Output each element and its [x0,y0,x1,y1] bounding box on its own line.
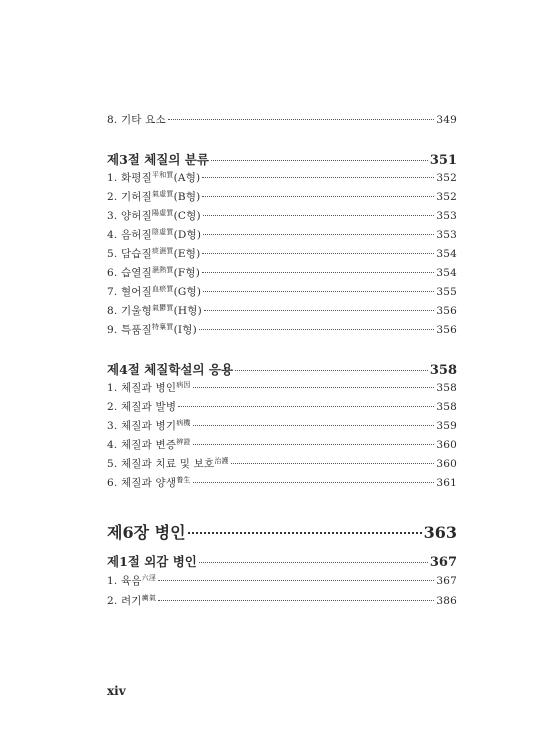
entry-label: 5. 담습질$^{痰濕質}$(E형) [107,247,201,260]
entry-label: 9. 특품질$^{特稟質}$(I형) [107,323,197,336]
entry-label: 1. 화평질$^{平和質}$(A형) [107,171,201,184]
toc-entry [107,456,457,471]
page-number: 354 [436,267,457,279]
toc-entry [107,284,457,299]
hanja-annotation: 痰濕質 [152,247,174,255]
page-number: 367 [436,575,457,587]
hanja-annotation: 平和質 [152,171,174,179]
entry-label: 3. 양허질$^{陽虛質}$(C형) [107,209,201,222]
page-number: 386 [436,595,457,607]
entry-label: 4. 음허질$^{陰虛質}$(D형) [107,228,202,241]
hanja-annotation: 特稟質 [152,323,174,331]
section-title: 제1절 외감 병인 [107,554,197,569]
dot-leader [178,405,434,407]
toc-entry [107,246,457,261]
page-number: 349 [436,114,457,126]
page-number: 358 [436,401,457,413]
toc-entry [107,303,457,318]
dot-leader [158,599,434,601]
toc-entry [107,189,457,204]
toc-entry [107,573,457,588]
page-number: 360 [436,439,457,451]
hanja-annotation: 陰虛質 [152,228,174,236]
page-number: 354 [436,248,457,260]
dot-leader [168,118,434,120]
entry-label: 6. 체질과 양생$^{養生}$ [107,476,191,489]
entry-label: 1. 육음$^{六淫}$ [107,574,157,587]
hanja-annotation: 病機 [176,419,191,427]
section-title: 제4절 체질학설의 응용 [107,362,234,377]
hanja-annotation: 癘氣 [141,594,157,602]
dot-leader [188,531,422,534]
page-number: 351 [429,153,457,168]
hanja-annotation: 氣虛質 [152,190,174,198]
page-number: 363 [423,523,457,542]
page-number: 358 [429,363,457,378]
toc-entry [107,170,457,185]
dot-leader [202,176,434,178]
toc-entry [107,437,457,452]
toc-entry [107,227,457,242]
dot-leader [202,271,434,273]
page-number: 356 [436,324,457,336]
dot-leader [235,369,428,371]
dot-leader [199,561,428,563]
page-number: 359 [436,420,457,432]
hanja-annotation: 六淫 [141,574,157,582]
toc-section-heading [107,150,457,168]
dot-leader [211,159,428,161]
page-folio: xiv [107,684,126,698]
entry-label: 2. 려기$^{癘氣}$ [107,594,157,607]
toc-entry [107,208,457,223]
toc-entry [107,418,457,433]
page-number: 360 [436,458,457,470]
page-number: 352 [436,191,457,203]
hanja-annotation: 辨證 [176,438,191,446]
entry-label: 1. 체질과 병인$^{病因}$ [107,381,191,394]
toc-chapter-heading [107,520,457,543]
entry-label: 3. 체질과 병기$^{病機}$ [107,419,191,432]
toc-entry [107,475,457,490]
page-number: 353 [436,210,457,222]
page-number: 353 [436,229,457,241]
hanja-annotation: 病因 [176,381,191,389]
dot-leader [203,290,434,292]
toc-entry [107,399,457,414]
dot-leader [199,328,434,330]
dot-leader [202,195,434,197]
dot-leader [203,233,434,235]
dot-leader [193,424,435,426]
chapter-title: 제6장 병인 [107,523,186,542]
toc-entry [107,593,457,608]
page-number: 361 [436,477,457,489]
hanja-annotation: 氣鬱質 [152,304,174,312]
entry-label: 7. 혈어질$^{血瘀質}$(G형) [107,285,202,298]
toc-entry [107,380,457,395]
dot-leader [193,481,435,483]
entry-label: 8. 기울형$^{氣鬱質}$(H형) [107,304,202,317]
toc-entry [107,265,457,280]
toc-entry [107,322,457,337]
hanja-annotation: 血瘀質 [152,285,174,293]
dot-leader [158,579,434,581]
dot-leader [204,309,434,311]
hanja-annotation: 養生 [176,476,191,484]
toc-section-heading [107,552,457,570]
page-number: 356 [436,305,457,317]
toc-section-heading [107,360,457,378]
toc-entry [107,112,457,127]
hanja-annotation: 治護 [214,457,229,465]
section-title: 제3절 체질의 분류 [107,152,209,167]
page-number: 352 [436,172,457,184]
entry-label: 2. 체질과 발병 [107,401,177,413]
entry-label: 2. 기허질$^{氣虛質}$(B형) [107,190,201,203]
hanja-annotation: 濕熱質 [152,266,174,274]
page-number: 367 [429,555,457,570]
page-number: 358 [436,382,457,394]
entry-label: 8. 기타 요소 [107,114,166,126]
entry-label: 6. 습열질$^{濕熱質}$(F형) [107,266,201,279]
page-number: 355 [436,286,457,298]
dot-leader [203,214,435,216]
dot-leader [193,386,435,388]
dot-leader [231,462,435,464]
hanja-annotation: 陽虛質 [152,209,174,217]
dot-leader [202,252,434,254]
dot-leader [193,443,435,445]
entry-label: 4. 체질과 변증$^{辨證}$ [107,438,191,451]
entry-label: 5. 체질과 치료 및 보호$^{治護}$ [107,457,229,470]
